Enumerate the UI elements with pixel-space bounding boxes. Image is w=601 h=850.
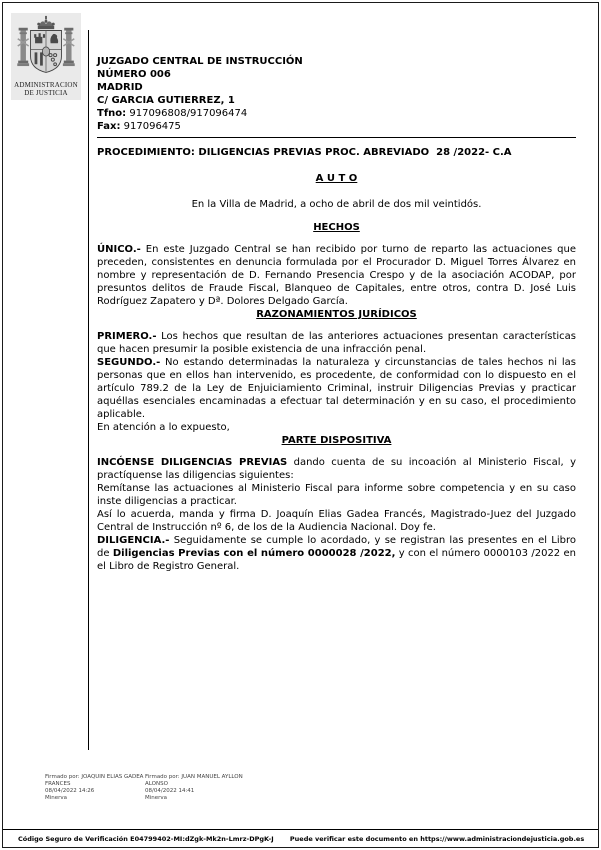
diligencia-text1: Seguidamente se cumple lo acordado, y se registran las presentes en el Libro de <box>97 535 576 559</box>
signature-block-2 <box>145 774 245 802</box>
signature-2-system: Minerva <box>145 795 168 801</box>
signature-1-system: Minerva <box>45 795 68 801</box>
paragraph-unico <box>97 243 576 308</box>
primero-text: Los hechos que resultan de las anteriores actuaciones presentan características que hacen presumir la posible existencia de una infracción penal. <box>97 331 576 355</box>
paragraph-atencion: En atención a lo expuesto, <box>97 422 230 433</box>
diligencia-bold: Diligencias Previas con el número 0000028 /2022, <box>112 548 396 559</box>
paragraph-segundo <box>97 356 576 421</box>
header-divider <box>97 137 576 138</box>
signature-1-name: JOAQUIN ELIAS GADEA FRANCES <box>45 774 144 787</box>
procedure-line: PROCEDIMIENTO: DILIGENCIAS PREVIAS PROC. ABREVIADO 28 /2022- C.A <box>97 147 512 158</box>
signature-2-label: Firmado por: <box>145 774 180 780</box>
court-city-line: MADRID <box>97 82 143 93</box>
auto-title: A U T O <box>315 173 358 184</box>
paragraph-incoense <box>97 456 576 482</box>
court-address-line: C/ GARCIA GUTIERREZ, 1 <box>97 95 235 106</box>
court-fax-line <box>97 120 576 133</box>
incoense-lead: INCÓENSE DILIGENCIAS PREVIAS <box>97 457 288 468</box>
signature-block-1 <box>45 774 145 802</box>
diligencia-text2: y con el número 0000103 /2022 en el Libro de Registro General. <box>97 548 576 572</box>
primero-lead: PRIMERO.- <box>97 331 157 342</box>
verification-code: Código Seguro de Verificación E04799402-MI:dZgk-Mk2n-Lmrz-DPgK-J <box>18 835 274 843</box>
margin-divider <box>88 30 89 750</box>
emblem-panel <box>11 13 81 100</box>
paragraph-asi-lo-acuerda: Así lo acuerda, manda y firma D. Joaquín Elias Gadea Francés, Magistrado-Juez del Juzgado Central de Instrucción nº 6, de los de la Audiencia Nacional. Doy fe. <box>97 509 576 533</box>
paragraph-primero <box>97 330 576 356</box>
emblem-caption-line1: ADMINISTRACION <box>14 81 78 89</box>
unico-lead: ÚNICO.- <box>97 244 141 255</box>
footer-bar <box>18 835 588 844</box>
paragraph-remitanse: Remítanse las actuaciones al Ministerio Fiscal para informe sobre competencia y en su caso inste diligencias a practicar. <box>97 483 576 507</box>
heading-parte-dispositiva: PARTE DISPOSITIVA <box>281 435 392 446</box>
fax-label: Fax: <box>97 121 121 132</box>
verification-url-text: Puede verificar este documento en https://www.administraciondejusticia.gob.es <box>289 835 585 843</box>
document-body <box>97 55 576 573</box>
court-number-line: NÚMERO 006 <box>97 69 171 80</box>
heading-hechos: HECHOS <box>313 222 360 233</box>
phone-label: Tfno: <box>97 108 127 119</box>
heading-razonamientos: RAZONAMIENTOS JURÍDICOS <box>256 309 417 320</box>
segundo-lead: SEGUNDO.- <box>97 357 161 368</box>
signature-2-datetime: 08/04/2022 14:41 <box>145 788 195 794</box>
date-line: En la Villa de Madrid, a ocho de abril de dos mil veintidós. <box>191 199 482 210</box>
paragraph-diligencia <box>97 534 576 573</box>
footer-divider <box>3 829 598 830</box>
emblem-caption-line2: DE JUSTICIA <box>24 89 68 97</box>
signature-1-datetime: 08/04/2022 14:26 <box>45 788 95 794</box>
court-name-line: JUZGADO CENTRAL DE INSTRUCCIÓN <box>97 56 303 67</box>
court-header <box>97 55 576 133</box>
diligencia-lead: DILIGENCIA.- <box>97 535 170 546</box>
phone-value: 917096808/917096474 <box>126 108 248 119</box>
incoense-text: dando cuenta de su incoación al Ministerio Fiscal, y practíquense las diligencias siguientes: <box>97 457 576 481</box>
court-phone-line <box>97 107 576 120</box>
signatures-row <box>45 774 245 802</box>
signature-2-name: JUAN MANUEL AYLLON ALONSO <box>145 774 243 787</box>
signature-1-label: Firmado por: <box>45 774 80 780</box>
segundo-text: No estando determinadas la naturaleza y circunstancias de tales hechos ni las personas que en ellos han intervenido, es procedente, de conformidad con lo dispuesto en el artículo 789.2 de la Ley de Enjuiciamiento Criminal, instruir Diligencias Previas y practicar aquéllas esenciales encaminadas a efectuar tal determinación y en su caso, el procedimiento aplicable. <box>97 357 576 420</box>
unico-text: En este Juzgado Central se han recibido por turno de reparto las actuaciones que preceden, consistentes en denuncia formulada por el Procurador D. Miguel Torres Álvarez en nombre y representación de D. Fernando Presencia Crespo y de la asociación ACODAP, por presuntos delitos de Fraude Fiscal, Blanqueo de Capitales, entre otros, contra D. José Luis Rodríguez Zapatero y Dª. Dolores Delgado García. <box>97 244 576 307</box>
coat-of-arms-icon <box>14 15 78 77</box>
fax-value: 917096475 <box>120 121 181 132</box>
